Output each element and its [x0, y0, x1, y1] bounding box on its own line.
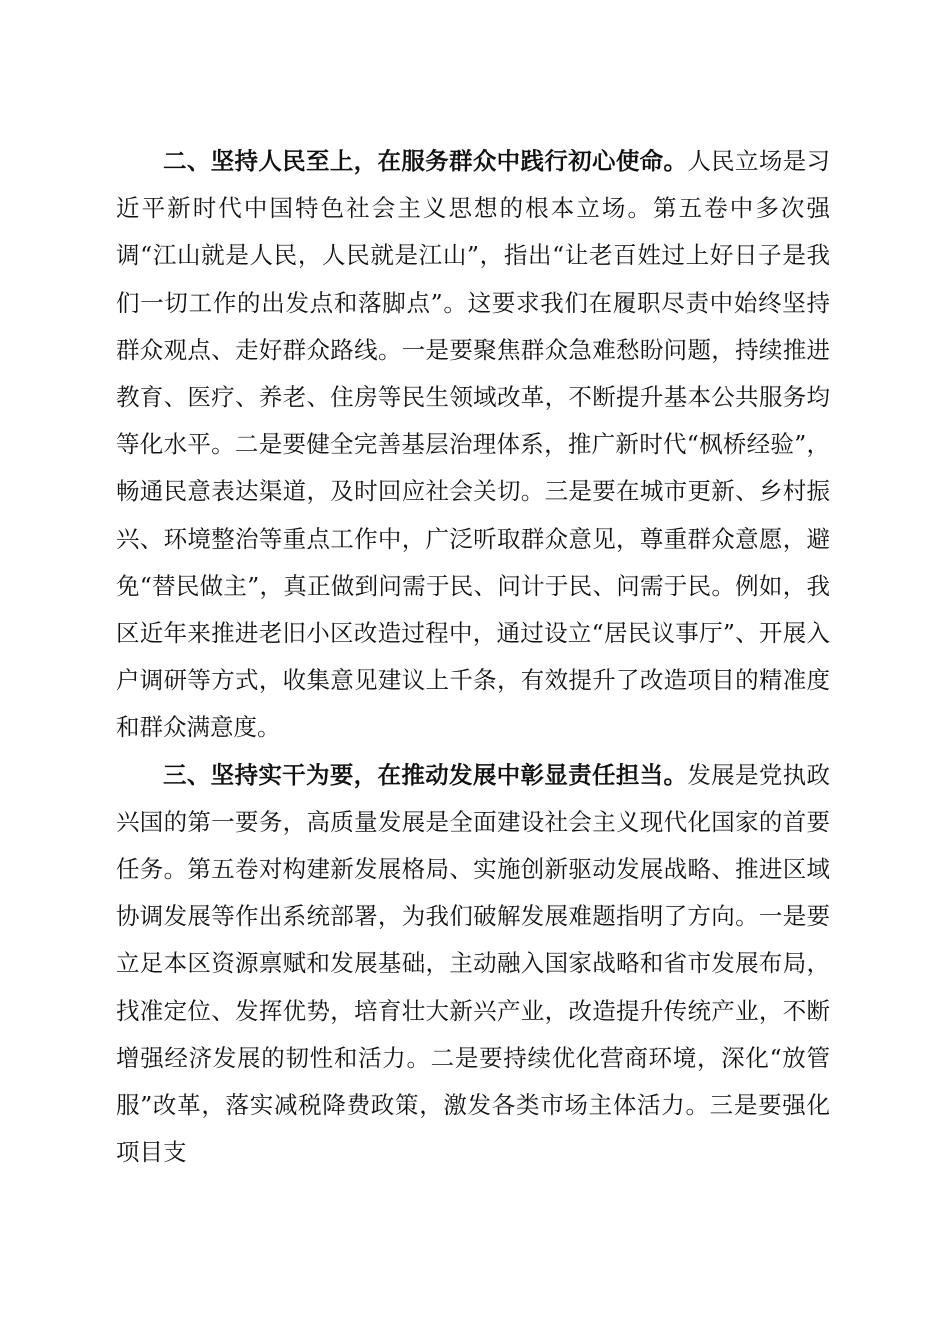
- section-heading: 三、坚持实干为要，在推动发展中彰显责任担当。: [163, 760, 688, 789]
- paragraph-text: 人民立场是习近平新时代中国特色社会主义思想的根本立场。第五卷中多次强调“江山就是人民，人民就是江山”，指出“让老百姓过上好日子是我们一切工作的出发点和落脚点”。这要求我们在履职尽责中始终坚持群众观点、走好群众路线。一是要聚焦群众急难愁盼问题，持续推进教育、医疗、养老、住房等民生领域改革，不断提升基本公共服务均等化水平。二是要健全完善基层治理体系，推广新时代“枫桥经验”，畅通民意表达渠道，及时回应社会关切。三是要在城市更新、乡村振兴、环境整治等重点工作中，广泛听取群众意见，尊重群众意愿，避免“替民做主”，真正做到问需于民、问计于民、问需于民。例如，我区近年来推进老旧小区改造过程中，通过设立“居民议事厅”、开展入户调研等方式，收集意见建议上千条，有效提升了改造项目的精准度和群众满意度。: [116, 147, 831, 742]
- paragraph-text: 发展是党执政兴国的第一要务，高质量发展是全面建设社会主义现代化国家的首要任务。第五卷对构建新发展格局、实施创新驱动发展战略、推进区域协调发展等作出系统部署，为我们破解发展难题指明了方向。一是要立足本区资源禀赋和发展基础，主动融入国家战略和省市发展布局，找准定位、发挥优势，培育壮大新兴产业，改造提升传统产业，不断增强经济发展的韧性和活力。二是要持续优化营商环境，深化“放管服”改革，落实减税降费政策，激发各类市场主体活力。三是要强化项目支: [116, 760, 831, 1167]
- section-heading: 二、坚持人民至上，在服务群众中践行初心使命。: [163, 147, 688, 175]
- document-body: [116, 138, 830, 1176]
- paragraph-practical-work: [116, 752, 830, 1177]
- paragraph-people-first: [116, 138, 830, 752]
